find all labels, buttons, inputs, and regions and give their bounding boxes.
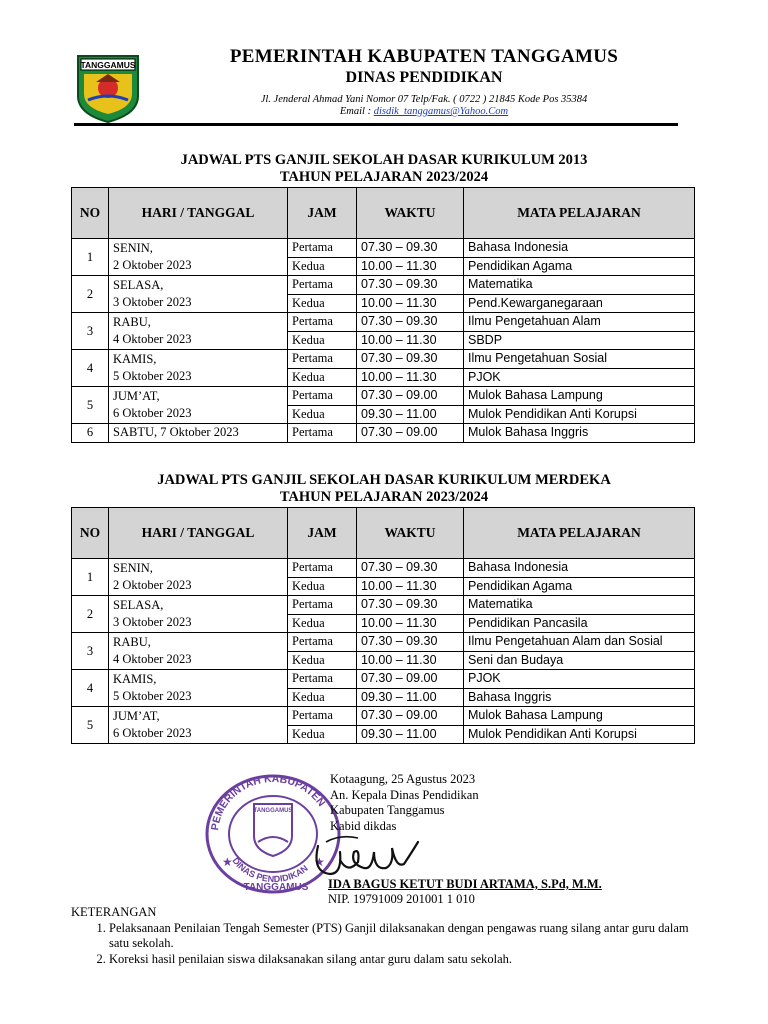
table1-title (74, 152, 694, 186)
subject: Matematika (464, 596, 695, 615)
time-range: 07.30 – 09.00 (357, 424, 464, 443)
day-date-cell (109, 387, 288, 424)
subject: Ilmu Pengetahuan Alam dan Sosial (464, 633, 695, 652)
row-number: 1 (72, 559, 109, 596)
stamp-bottom-text: TANGGAMUS (243, 882, 309, 893)
time-range: 09.30 – 11.00 (357, 725, 464, 744)
day-label: SENIN, (113, 561, 153, 575)
stamp-top-text: PEMERINTAH KABUPATEN (209, 772, 328, 832)
day-date-cell (109, 276, 288, 313)
session-label: Pertama (288, 424, 357, 443)
table2-title (74, 472, 694, 506)
table-row (72, 313, 695, 332)
signatory-nip: NIP. 19791009 201001 1 010 (328, 892, 475, 906)
subject: Mulok Pendidikan Anti Korupsi (464, 725, 695, 744)
column-header: WAKTU (357, 508, 464, 559)
column-header: MATA PELAJARAN (464, 508, 695, 559)
svg-text:TANGGAMUS: TANGGAMUS (80, 60, 136, 70)
day-date-cell (109, 633, 288, 670)
time-range: 10.00 – 11.30 (357, 331, 464, 350)
day-date-cell (109, 239, 288, 276)
subject: Seni dan Budaya (464, 651, 695, 670)
signature-role-line2: Kabupaten Tanggamus (330, 803, 445, 817)
address: Jl. Jenderal Ahmad Yani Nomor 07 Telp/Fak. ( 0722 ) 21845 Kode Pos 35384 (260, 94, 588, 105)
column-header: NO (72, 508, 109, 559)
subject: Mulok Bahasa Lampung (464, 387, 695, 406)
schedule-table-merdeka (71, 507, 695, 744)
column-header: NO (72, 188, 109, 239)
session-label: Pertama (288, 670, 357, 689)
session-label: Kedua (288, 294, 357, 313)
column-header: JAM (288, 508, 357, 559)
column-header: HARI / TANGGAL (109, 508, 288, 559)
date-label: 2 Oktober 2023 (113, 578, 192, 592)
stamp-mid-text: DINAS PENDIDIKAN (230, 855, 310, 885)
subject: Pend.Kewarganegaraan (464, 294, 695, 313)
letterhead (74, 46, 694, 126)
subject: Bahasa Indonesia (464, 559, 695, 578)
time-range: 10.00 – 11.30 (357, 651, 464, 670)
day-label: RABU, (113, 635, 151, 649)
letterhead-divider (74, 123, 678, 126)
day-date-cell (109, 559, 288, 596)
time-range: 07.30 – 09.30 (357, 276, 464, 295)
email-line (154, 106, 694, 118)
date-label: 5 Oktober 2023 (113, 689, 192, 703)
day-label: JUM’AT, (113, 389, 160, 403)
day-label: SELASA, (113, 278, 164, 292)
row-number: 2 (72, 276, 109, 313)
table-header-row (72, 508, 695, 559)
signature-role-line3: Kabid dikdas (330, 818, 397, 833)
time-range: 07.30 – 09.00 (357, 670, 464, 689)
table-row (72, 424, 695, 443)
note-item: 2. Koreksi hasil penilaian siswa dilaksanakan silang antar guru dalam satu sekolah. (109, 952, 711, 968)
subject: Mulok Pendidikan Anti Korupsi (464, 405, 695, 424)
svg-text:★: ★ (314, 855, 325, 869)
time-range: 07.30 – 09.30 (357, 239, 464, 258)
date-label: 2 Oktober 2023 (113, 258, 192, 272)
session-label: Pertama (288, 350, 357, 369)
notes-heading: KETERANGAN (71, 905, 157, 919)
date-label: 3 Oktober 2023 (113, 615, 192, 629)
day-date-cell (109, 350, 288, 387)
session-label: Pertama (288, 596, 357, 615)
table-row (72, 633, 695, 652)
session-label: Kedua (288, 688, 357, 707)
day-label: JUM’AT, (113, 709, 160, 723)
session-label: Kedua (288, 651, 357, 670)
notes-list (71, 921, 711, 968)
subject: PJOK (464, 368, 695, 387)
time-range: 09.30 – 11.00 (357, 688, 464, 707)
row-number: 4 (72, 670, 109, 707)
letterhead-text (154, 46, 694, 118)
day-date-cell (109, 313, 288, 350)
row-number: 4 (72, 350, 109, 387)
row-number: 1 (72, 239, 109, 276)
notes-section (71, 905, 711, 967)
time-range: 10.00 – 11.30 (357, 577, 464, 596)
row-number: 6 (72, 424, 109, 443)
subject: PJOK (464, 670, 695, 689)
table-row (72, 350, 695, 369)
time-range: 10.00 – 11.30 (357, 294, 464, 313)
session-label: Pertama (288, 239, 357, 258)
table2-title-line1: JADWAL PTS GANJIL SEKOLAH DASAR KURIKULUM MERDEKA (157, 472, 611, 488)
svg-text:★: ★ (222, 855, 233, 869)
column-header: MATA PELAJARAN (464, 188, 695, 239)
table-row (72, 559, 695, 578)
table2-title-line2: TAHUN PELAJARAN 2023/2024 (279, 489, 489, 505)
subject: Ilmu Pengetahuan Sosial (464, 350, 695, 369)
day-date-cell (109, 424, 288, 443)
session-label: Kedua (288, 614, 357, 633)
session-label: Pertama (288, 276, 357, 295)
session-label: Kedua (288, 405, 357, 424)
signature-role-line1: An. Kepala Dinas Pendidikan (330, 787, 479, 802)
subject: Pendidikan Agama (464, 577, 695, 596)
time-range: 10.00 – 11.30 (357, 368, 464, 387)
signatory-name: IDA BAGUS KETUT BUDI ARTAMA, S.Pd, M.M. (328, 877, 602, 891)
time-range: 07.30 – 09.30 (357, 350, 464, 369)
session-label: Kedua (288, 725, 357, 744)
subject: Pendidikan Pancasila (464, 614, 695, 633)
time-range: 07.30 – 09.30 (357, 633, 464, 652)
date-label: 5 Oktober 2023 (113, 369, 192, 383)
subject: Pendidikan Agama (464, 257, 695, 276)
column-header: WAKTU (357, 188, 464, 239)
session-label: Kedua (288, 577, 357, 596)
table-row (72, 707, 695, 726)
day-label: SELASA, (113, 598, 164, 612)
table-header-row (72, 188, 695, 239)
stamp-logo-text: TANGGAMUS (253, 808, 293, 814)
government-title: PEMERINTAH KABUPATEN TANGGAMUS (229, 46, 619, 67)
session-label: Kedua (288, 368, 357, 387)
subject: Matematika (464, 276, 695, 295)
session-label: Pertama (288, 313, 357, 332)
table1-title-line2: TAHUN PELAJARAN 2023/2024 (279, 169, 489, 185)
day-label: RABU, (113, 315, 151, 329)
subject: Mulok Bahasa Lampung (464, 707, 695, 726)
session-label: Pertama (288, 387, 357, 406)
date-label: 3 Oktober 2023 (113, 295, 192, 309)
column-header: HARI / TANGGAL (109, 188, 288, 239)
time-range: 07.30 – 09.30 (357, 559, 464, 578)
day-label: KAMIS, (113, 352, 157, 366)
session-label: Pertama (288, 559, 357, 578)
subject: Bahasa Indonesia (464, 239, 695, 258)
time-range: 09.30 – 11.00 (357, 405, 464, 424)
subject: SBDP (464, 331, 695, 350)
day-date-cell (109, 707, 288, 744)
table1-title-line1: JADWAL PTS GANJIL SEKOLAH DASAR KURIKULUM 2013 (180, 152, 588, 168)
day-label: SENIN, (113, 241, 153, 255)
schedule-table-k13 (71, 187, 695, 443)
time-range: 07.30 – 09.00 (357, 387, 464, 406)
row-number: 3 (72, 633, 109, 670)
time-range: 10.00 – 11.30 (357, 257, 464, 276)
time-range: 07.30 – 09.30 (357, 313, 464, 332)
date-label: 4 Oktober 2023 (113, 652, 192, 666)
table-row (72, 670, 695, 689)
row-number: 2 (72, 596, 109, 633)
email-label: Email : (339, 106, 372, 117)
table-row (72, 387, 695, 406)
table-row (72, 239, 695, 258)
email-link[interactable]: disdik_tanggamus@Yahoo.Com (373, 106, 509, 117)
date-label: 6 Oktober 2023 (113, 406, 192, 420)
time-range: 07.30 – 09.00 (357, 707, 464, 726)
signature-place-date: Kotaagung, 25 Agustus 2023 (330, 772, 476, 786)
subject: Bahasa Inggris (464, 688, 695, 707)
time-range: 10.00 – 11.30 (357, 614, 464, 633)
department-title: DINAS PENDIDIKAN (345, 69, 503, 86)
day-date-cell (109, 670, 288, 707)
table-row (72, 596, 695, 615)
row-number: 5 (72, 707, 109, 744)
session-label: Kedua (288, 331, 357, 350)
day-label: SABTU, 7 Oktober 2023 (113, 425, 239, 440)
day-label: KAMIS, (113, 672, 157, 686)
day-date-cell (109, 596, 288, 633)
session-label: Pertama (288, 633, 357, 652)
time-range: 07.30 – 09.30 (357, 596, 464, 615)
date-label: 4 Oktober 2023 (113, 332, 192, 346)
column-header: JAM (288, 188, 357, 239)
table-row (72, 276, 695, 295)
row-number: 5 (72, 387, 109, 424)
subject: Ilmu Pengetahuan Alam (464, 313, 695, 332)
session-label: Pertama (288, 707, 357, 726)
row-number: 3 (72, 313, 109, 350)
subject: Mulok Bahasa Inggris (464, 424, 695, 443)
note-item: 1. Pelaksanaan Penilaian Tengah Semester (PTS) Ganjil dilaksanakan dengan pengawas ruang silang antar guru dalam satu sekolah. (109, 921, 711, 952)
tanggamus-logo-icon (74, 52, 142, 124)
session-label: Kedua (288, 257, 357, 276)
date-label: 6 Oktober 2023 (113, 726, 192, 740)
